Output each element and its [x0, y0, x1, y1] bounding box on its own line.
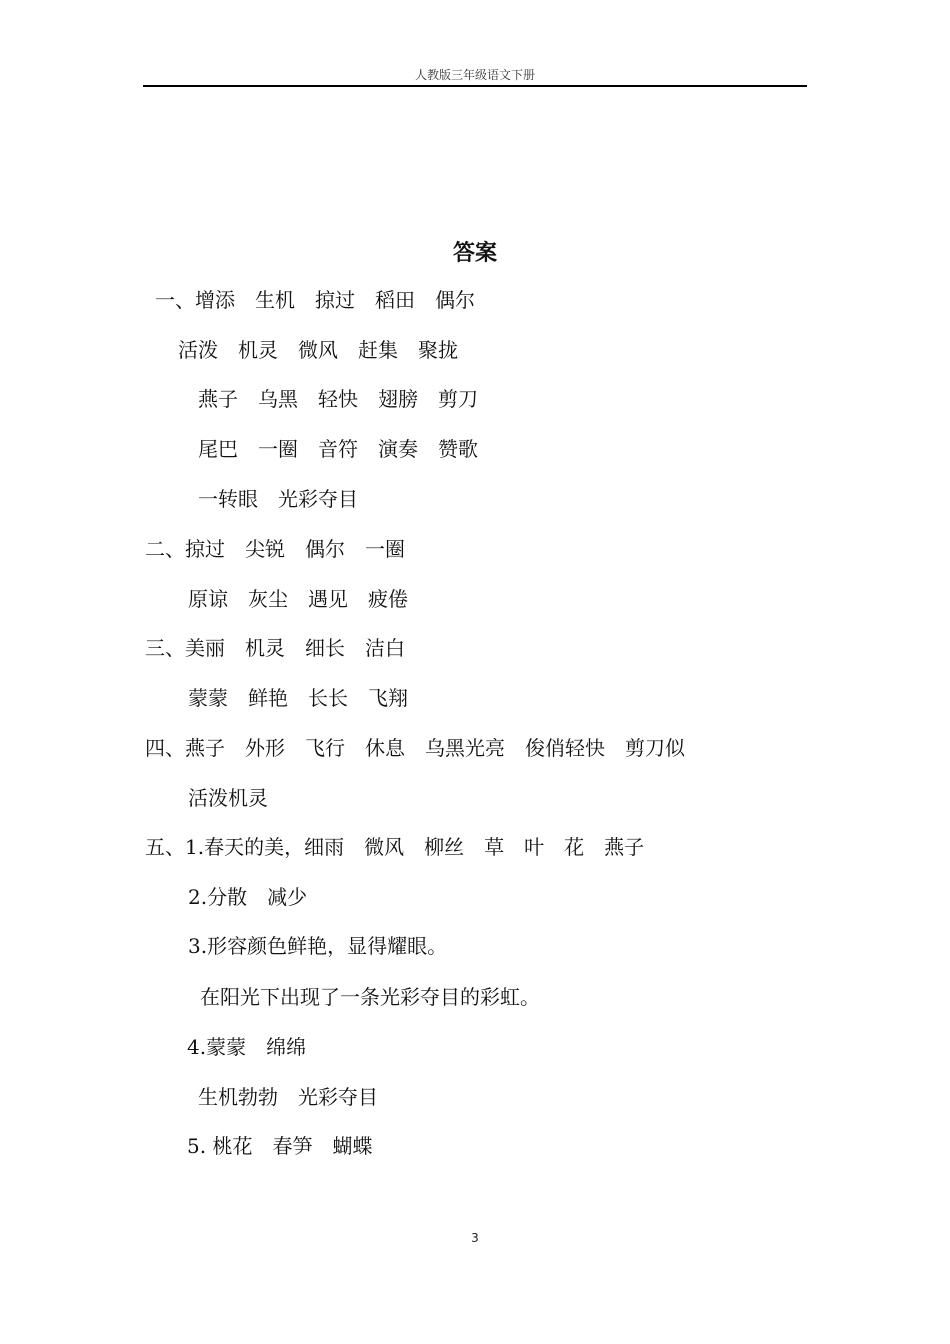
answer-line-17: 生机勃勃 光彩夺目	[198, 1085, 378, 1109]
answer-line-16: 4.蒙蒙 绵绵	[187, 1035, 307, 1059]
page-number: 3	[471, 1231, 479, 1245]
header-rule	[143, 85, 807, 87]
answer-line-13: 2.分散 减少	[188, 885, 308, 909]
page-header: 人教版三年级语文下册	[414, 68, 535, 82]
answer-line-3: 燕子 乌黑 轻快 翅膀 剪刀	[198, 387, 478, 411]
answer-line-11: 活泼机灵	[188, 786, 268, 810]
answer-line-15: 在阳光下出现了一条光彩夺目的彩虹。	[200, 985, 540, 1009]
answer-line-2: 活泼 机灵 微风 赶集 聚拢	[178, 338, 458, 362]
answer-line-1: 一、增添 生机 掠过 稻田 偶尔	[155, 288, 475, 312]
answer-line-7: 原谅 灰尘 遇见 疲倦	[188, 587, 408, 611]
answer-line-6: 二、掠过 尖锐 偶尔 一圈	[145, 537, 405, 561]
answer-line-10: 四、燕子 外形 飞行 休息 乌黑光亮 俊俏轻快 剪刀似	[145, 736, 685, 760]
answer-line-18: 5. 桃花 春笋 蝴蝶	[187, 1134, 373, 1158]
answer-line-12: 五、1.春天的美，细雨 微风 柳丝 草 叶 花 燕子	[145, 835, 645, 859]
answer-line-4: 尾巴 一圈 音符 演奏 赞歌	[198, 437, 478, 461]
page-title: 答案	[452, 241, 497, 266]
answer-line-14: 3.形容颜色鲜艳，显得耀眼。	[188, 934, 448, 958]
answer-line-8: 三、美丽 机灵 细长 洁白	[145, 636, 405, 660]
answer-line-9: 蒙蒙 鲜艳 长长 飞翔	[188, 686, 408, 710]
answer-line-5: 一转眼 光彩夺目	[198, 487, 358, 511]
